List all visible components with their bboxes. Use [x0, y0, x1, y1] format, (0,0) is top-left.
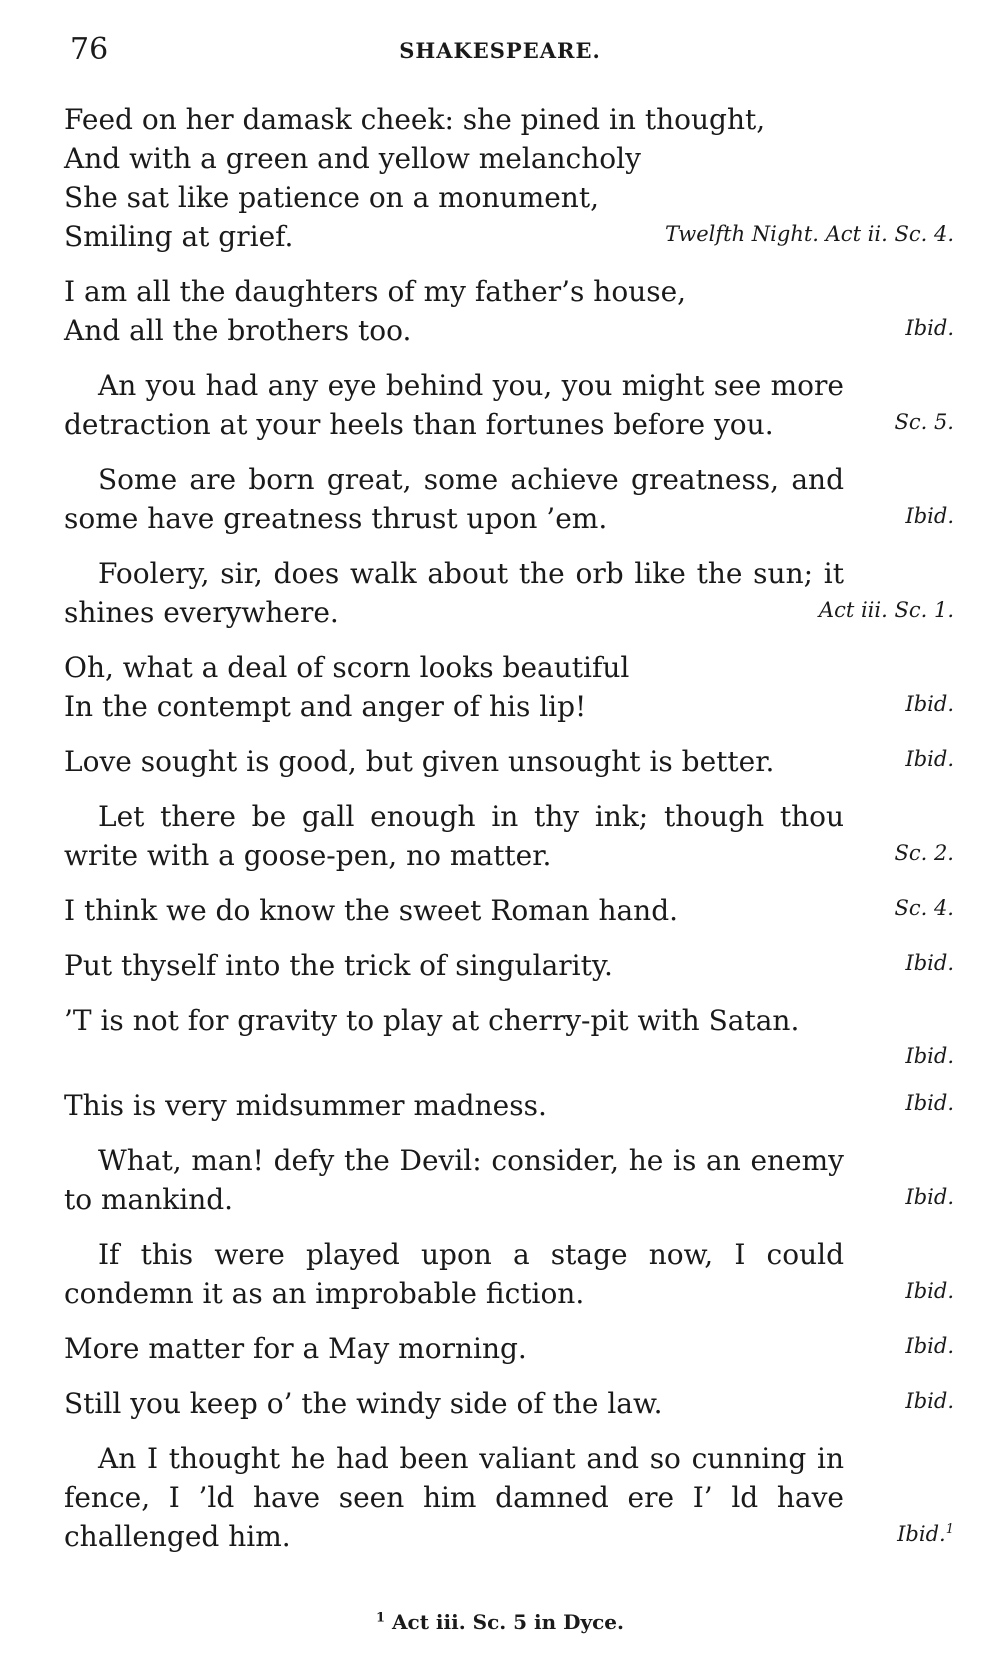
citation: Sc. 4. [894, 896, 954, 920]
quotation-line: She sat like patience on a monument, [64, 181, 599, 214]
quotation [64, 366, 954, 444]
quotation-text: What, man! defy the Devil: consider, he is an enemy to mankind. [64, 1144, 844, 1216]
quotation [64, 1141, 954, 1219]
quotation-line: I think we do know the sweet Roman hand. [64, 894, 679, 927]
quotation [64, 742, 954, 781]
citation: Twelfth Night. Act ii. Sc. 4. [665, 222, 954, 246]
citation: Ibid. [905, 1334, 954, 1358]
citation: Sc. 2. [894, 841, 954, 865]
quotation-line: Smiling at grief. [64, 220, 294, 253]
footnote-mark: 1 [376, 1610, 386, 1626]
quotation [64, 1384, 954, 1423]
quotation-line: Still you keep o’ the windy side of the law. [64, 1387, 663, 1420]
page-number: 76 [70, 32, 109, 67]
quotation-line: Love sought is good, but given unsought is better. [64, 745, 775, 778]
footnote-reference: 1 [945, 1522, 954, 1537]
quotation [64, 1329, 954, 1368]
quotation [64, 100, 954, 256]
quotation [64, 891, 954, 930]
quotation-line: Put thyself into the trick of singularity. [64, 949, 613, 982]
quotation [64, 1086, 954, 1125]
quotation [64, 1439, 954, 1556]
page-header [70, 32, 930, 76]
quotation-text: An I thought he had been valiant and so cunning in fence, I ’ld have seen him damned ere I’ ld have challenged him. [64, 1442, 844, 1553]
quotation-text: Foolery, sir, does walk about the orb like the sun; it shines everywhere. [64, 557, 844, 629]
citation: Ibid. [905, 747, 954, 771]
footnote [0, 1610, 1000, 1634]
citation: Ibid. [905, 1279, 954, 1303]
quotation-line: Feed on her damask cheek: she pined in thought, [64, 103, 766, 136]
quotation [64, 1001, 954, 1070]
quotation-text: An you had any eye behind you, you might see more detraction at your heels than fortunes before you. [64, 369, 844, 441]
citation: Ibid. [905, 1389, 954, 1413]
citation: Ibid. [905, 1091, 954, 1115]
citation: Ibid. [905, 951, 954, 975]
citation: Ibid. [905, 316, 954, 340]
quotation [64, 946, 954, 985]
quotation [64, 1235, 954, 1313]
quotation [64, 272, 954, 350]
quotation-line: This is very midsummer madness. [64, 1089, 547, 1122]
quotation-line: And with a green and yellow melancholy [64, 142, 641, 175]
footnote-text: Act iii. Sc. 5 in Dyce. [392, 1610, 624, 1634]
citation: Ibid. [905, 692, 954, 716]
citation: Ibid. [905, 504, 954, 528]
citation: Act iii. Sc. 1. [818, 598, 954, 622]
quotation [64, 797, 954, 875]
citation: Ibid. [905, 1044, 954, 1068]
quotation-line: Oh, what a deal of scorn looks beautiful [64, 651, 630, 684]
quotation-text: Let there be gall enough in thy ink; though thou write with a goose-pen, no matter. [64, 800, 844, 872]
running-head: SHAKESPEARE. [399, 38, 601, 63]
quotation-line: And all the brothers too. [64, 314, 412, 347]
quotation-text: If this were played upon a stage now, I could condemn it as an improbable fiction. [64, 1238, 844, 1310]
quotation-text: Some are born great, some achieve greatness, and some have greatness thrust upon ’em. [64, 463, 844, 535]
citation: Ibid. [905, 1185, 954, 1209]
quotation-line: ’T is not for gravity to play at cherry-pit with Satan. [64, 1004, 800, 1037]
quotation [64, 648, 954, 726]
citation: Sc. 5. [894, 410, 954, 434]
quotation [64, 554, 954, 632]
quotation-line: In the contempt and anger of his lip! [64, 690, 587, 723]
quotation [64, 460, 954, 538]
quotation-line: I am all the daughters of my father’s house, [64, 275, 687, 308]
quotation-line: More matter for a May morning. [64, 1332, 527, 1365]
citation: Ibid.$^1$ [897, 1522, 954, 1546]
quotation-list [64, 100, 954, 1572]
